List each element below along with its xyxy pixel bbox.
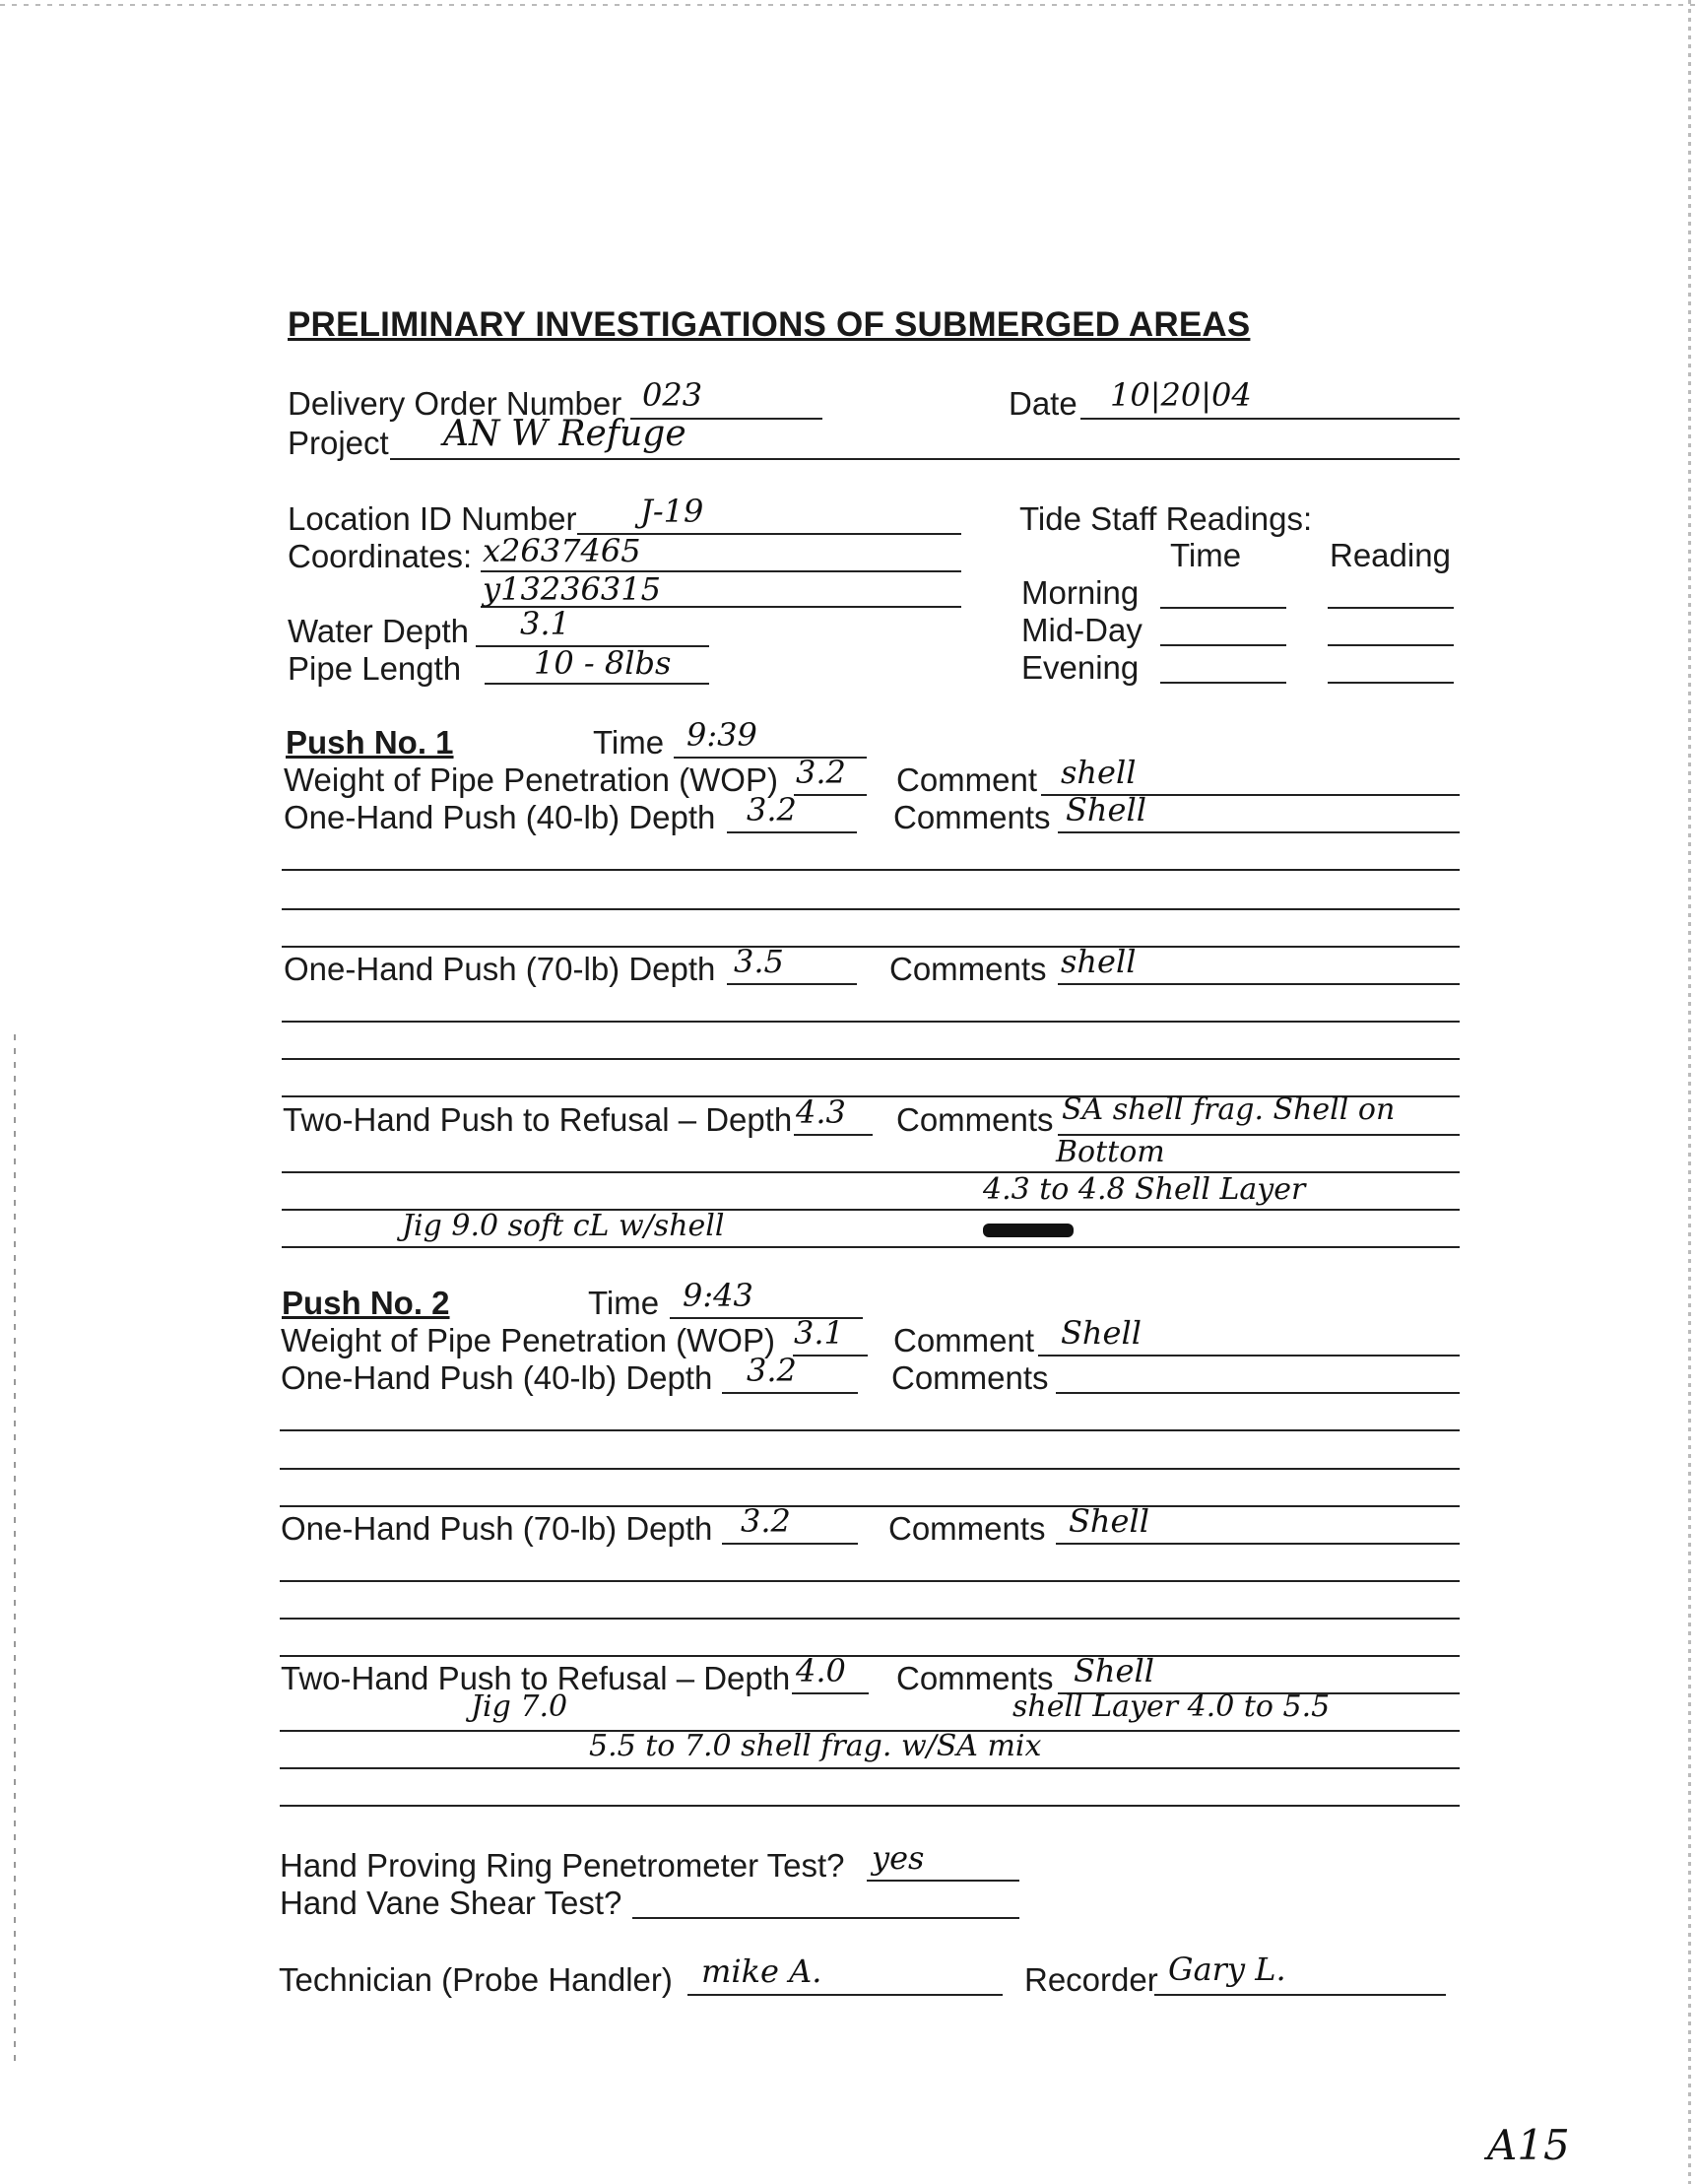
date-line xyxy=(1080,418,1460,420)
water-depth-label: Water Depth xyxy=(288,613,470,649)
scan-edge-right xyxy=(1688,0,1691,2184)
push2-p70-label: One-Hand Push (70-lb) Depth xyxy=(281,1510,713,1547)
push1-time-label: Time xyxy=(593,724,665,761)
tide-morning-reading-line[interactable] xyxy=(1328,607,1454,609)
push2-blank-line-2 xyxy=(280,1468,1460,1470)
tide-evening-reading-line[interactable] xyxy=(1328,682,1454,684)
pipe-length-label: Pipe Length xyxy=(288,650,462,687)
vane-test-label: Hand Vane Shear Test? xyxy=(280,1885,622,1921)
push2-p70-line xyxy=(722,1543,858,1545)
push1-p40-comment-label: Comments xyxy=(893,799,1051,835)
push2-blank-line-3 xyxy=(280,1505,1460,1507)
water-depth-value[interactable]: 3.1 xyxy=(520,605,570,642)
push2-p40-line xyxy=(722,1392,858,1394)
tide-midday-reading-line[interactable] xyxy=(1328,644,1454,646)
technician-label: Technician (Probe Handler) xyxy=(279,1961,673,1998)
project-label: Project xyxy=(288,425,389,461)
pipe-length-line xyxy=(485,683,709,685)
push2-p70-value[interactable]: 3.2 xyxy=(741,1502,791,1540)
recorder-line xyxy=(1154,1994,1446,1996)
push2-blank-line-4 xyxy=(280,1580,1460,1582)
recorder-label: Recorder xyxy=(1024,1961,1158,1998)
tide-evening-time-line[interactable] xyxy=(1160,682,1286,684)
push2-refusal-comment-1[interactable]: Shell xyxy=(1074,1652,1154,1689)
push1-refusal-comment-4[interactable]: Jig 9.0 soft cL w/shell xyxy=(402,1209,725,1243)
push1-refusal-comment-label: Comments xyxy=(896,1101,1054,1138)
push1-p70-comment[interactable]: shell xyxy=(1061,943,1137,980)
push1-p70-label: One-Hand Push (70-lb) Depth xyxy=(284,951,716,987)
push1-p40-value[interactable]: 3.2 xyxy=(747,791,797,828)
push2-p70-comment-line xyxy=(1056,1543,1460,1545)
push2-blank-line-6 xyxy=(280,1655,1460,1657)
tide-time-header: Time xyxy=(1170,537,1242,573)
push2-wop-comment-line xyxy=(1038,1355,1460,1357)
push2-p40-comment-label: Comments xyxy=(891,1359,1049,1396)
push2-blank-line-1 xyxy=(280,1429,1460,1431)
push2-refusal-comment-2[interactable]: Jig 7.0 xyxy=(471,1689,568,1724)
tide-row-midday: Mid-Day xyxy=(1021,612,1142,648)
push2-heading: Push No. 2 xyxy=(282,1285,450,1321)
tide-morning-time-line[interactable] xyxy=(1160,607,1286,609)
push2-wop-comment[interactable]: Shell xyxy=(1061,1314,1142,1352)
coordinates-label: Coordinates: xyxy=(288,538,473,574)
push1-p40-comment-line xyxy=(1058,831,1460,833)
tide-row-evening: Evening xyxy=(1021,649,1140,686)
push2-wop-comment-label: Comment xyxy=(893,1322,1035,1358)
push2-comment-line-3 xyxy=(280,1767,1460,1769)
push2-refusal-line xyxy=(792,1692,869,1694)
push1-p40-label: One-Hand Push (40-lb) Depth xyxy=(284,799,716,835)
push1-p70-comment-label: Comments xyxy=(889,951,1047,987)
push1-wop-value[interactable]: 3.2 xyxy=(796,754,846,791)
scan-edge-top xyxy=(0,4,1697,6)
technician-line xyxy=(687,1994,1003,1996)
push1-refusal-value[interactable]: 4.3 xyxy=(796,1093,846,1131)
push1-p70-comment-line xyxy=(1058,983,1460,985)
coord-y-value[interactable]: y13236315 xyxy=(483,570,661,608)
tide-title: Tide Staff Readings: xyxy=(1019,500,1313,537)
page-mark: A15 xyxy=(1487,2121,1570,2169)
recorder-value[interactable]: Gary L. xyxy=(1168,1951,1286,1988)
push1-refusal-comment-2[interactable]: Bottom xyxy=(1056,1135,1165,1169)
scan-edge-left xyxy=(14,1034,16,2069)
push2-p40-comment-line[interactable] xyxy=(1056,1392,1460,1394)
push1-p40-line xyxy=(727,831,857,833)
push1-blank-line-1 xyxy=(282,869,1460,871)
push2-wop-line xyxy=(793,1355,868,1357)
push1-time-value[interactable]: 9:39 xyxy=(686,716,757,754)
push1-blank-line-4 xyxy=(282,1021,1460,1023)
ring-test-value[interactable]: yes xyxy=(872,1839,925,1877)
push1-blank-line-3 xyxy=(282,946,1460,948)
push1-blank-line-2 xyxy=(282,908,1460,910)
vane-test-line[interactable] xyxy=(632,1917,1019,1919)
date-label: Date xyxy=(1009,385,1077,422)
push1-p70-line xyxy=(727,983,857,985)
push2-p40-label: One-Hand Push (40-lb) Depth xyxy=(281,1359,713,1396)
push2-refusal-comment-3[interactable]: shell Layer 4.0 to 5.5 xyxy=(1012,1689,1331,1724)
push1-refusal-label: Two-Hand Push to Refusal – Depth xyxy=(283,1101,793,1138)
location-id-value[interactable]: J-19 xyxy=(640,493,704,530)
delivery-order-label: Delivery Order Number xyxy=(288,385,622,422)
project-line xyxy=(390,458,1460,460)
technician-value[interactable]: mike A. xyxy=(701,1952,822,1990)
push2-blank-line-5 xyxy=(280,1618,1460,1620)
tide-reading-header: Reading xyxy=(1330,537,1451,573)
date-value[interactable]: 10|20|04 xyxy=(1110,376,1252,414)
push1-comment-line-4 xyxy=(282,1246,1460,1248)
push2-wop-label: Weight of Pipe Penetration (WOP) xyxy=(281,1322,775,1358)
push1-refusal-comment-1[interactable]: SA shell frag. Shell on xyxy=(1062,1092,1396,1127)
ring-test-line xyxy=(867,1880,1019,1882)
push2-p40-value[interactable]: 3.2 xyxy=(747,1352,797,1389)
coord-x-value[interactable]: x2637465 xyxy=(483,532,641,569)
push2-refusal-label: Two-Hand Push to Refusal – Depth xyxy=(281,1660,791,1696)
push2-time-value[interactable]: 9:43 xyxy=(683,1277,753,1314)
push2-refusal-value[interactable]: 4.0 xyxy=(796,1652,846,1689)
form-title: PRELIMINARY INVESTIGATIONS OF SUBMERGED AREAS xyxy=(288,305,1251,344)
tide-row-morning: Morning xyxy=(1021,574,1140,611)
delivery-order-value[interactable]: 023 xyxy=(642,376,703,414)
pipe-length-value[interactable]: 10 - 8lbs xyxy=(534,644,672,682)
push2-time-label: Time xyxy=(588,1285,660,1321)
push1-p70-value[interactable]: 3.5 xyxy=(734,943,784,980)
push2-refusal-comment-4[interactable]: 5.5 to 7.0 shell frag. w/SA mix xyxy=(589,1729,1042,1763)
push1-wop-comment[interactable]: shell xyxy=(1061,754,1137,791)
scribbled-out-mark xyxy=(983,1224,1074,1237)
project-value[interactable]: AN W Refuge xyxy=(443,414,686,454)
push1-wop-line xyxy=(794,794,867,796)
tide-midday-time-line[interactable] xyxy=(1160,644,1286,646)
location-id-label: Location ID Number xyxy=(288,500,577,537)
push1-refusal-comment-3[interactable]: 4.3 to 4.8 Shell Layer xyxy=(983,1172,1306,1207)
push2-p70-comment[interactable]: Shell xyxy=(1069,1502,1149,1540)
push1-heading: Push No. 1 xyxy=(286,724,454,761)
push2-p70-comment-label: Comments xyxy=(888,1510,1046,1547)
push1-wop-label: Weight of Pipe Penetration (WOP) xyxy=(284,761,778,798)
push2-comment-line-4 xyxy=(280,1805,1460,1807)
ring-test-label: Hand Proving Ring Penetrometer Test? xyxy=(280,1847,845,1884)
push2-wop-value[interactable]: 3.1 xyxy=(794,1314,844,1352)
push1-wop-comment-label: Comment xyxy=(896,761,1038,798)
push1-blank-line-5 xyxy=(282,1058,1460,1060)
push1-refusal-line xyxy=(794,1134,873,1136)
push2-refusal-comment-label: Comments xyxy=(896,1660,1054,1696)
push1-p40-comment[interactable]: Shell xyxy=(1066,791,1146,828)
